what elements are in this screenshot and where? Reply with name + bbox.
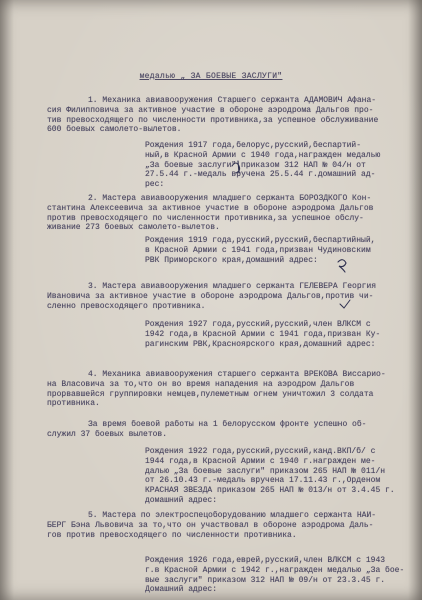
citation-line: противника. — [47, 399, 100, 409]
bio-line: 27.5.44 г.-медаль вручена 25.5.44 г.домашний ад- — [145, 170, 376, 180]
bio-line: Рождения 1917 года,белорус,русский,беспартий- — [145, 141, 362, 150]
entry-5-bio — [145, 556, 415, 595]
citation-line: 600 боевых самолето-вылетов. — [47, 125, 182, 135]
bio-line: домашний адрес: — [145, 495, 218, 505]
entry-3-bio — [145, 320, 415, 349]
bio-line: рес: — [145, 180, 165, 190]
citation-line: стантина Алексеевича за активное участие в обороне аэродрома Дальгов — [47, 203, 374, 213]
bio-line: Рождения 1922 года,русский,русский,канд.ВКП/б/ с — [145, 447, 376, 456]
bio-line: г.в Красной Армии с 1942 г.,награжден медалью „За бое- — [145, 565, 405, 575]
bio-line: КРАСНАЯ ЗВЕЗДА приказом 265 НАП № 013/н от 3.4.45 г. — [145, 486, 395, 496]
title-text: медалью „ ЗА БОЕВЫЕ ЗАСЛУГИ" — [139, 72, 283, 81]
entry-2-citation — [47, 194, 397, 233]
document-title — [0, 72, 422, 82]
bio-line: Рождения 1927 года,русский,русский,член ВЛКСМ с — [145, 320, 371, 329]
citation-line: прорвавшейся группировки немцев,пулеметным огнем уничтожил 3 солдата — [47, 389, 374, 399]
entry-3-citation — [47, 282, 397, 311]
bio-line: „За боевые заслуги" приказом 312 НАП № 04/н от — [145, 160, 366, 170]
citation-line: против превосходящего по численности противника,за успешное обслу- — [47, 213, 364, 223]
citation-line: тив превосходящего по численности противника,за успешное обслуживание — [47, 115, 379, 125]
citation-line: на Власовича за то,что он во время нападения на аэродром Дальгов — [47, 379, 355, 389]
bio-line: Рождения 1926 года,еврей,русский,член ВЛКСМ с 1943 — [145, 556, 386, 565]
bio-line: Рождения 1919 года,русский,русский,беспартийный, — [145, 236, 376, 245]
bio-line: Домашний адрес: — [145, 585, 218, 595]
citation-line: 5. Мастера по электроспецоборудованию младшего сержанта НАЙ- — [88, 511, 377, 520]
note-line: За время боевой работы на 1 белорусском фронте успешно об- — [88, 420, 367, 429]
entry-4-bio — [145, 447, 415, 506]
bio-line: 1942 года,в Красной Армии с 1941 года,призван Ку- — [145, 329, 381, 339]
entry-4-citation — [47, 370, 397, 409]
bio-line: РВК Приморского края,домашний адрес: — [145, 255, 318, 265]
citation-line: БЕРГ Бэна Львовича за то,что он участвовал в обороне аэродрома Даль- — [47, 520, 374, 530]
citation-line: сленно превосходящего противника. — [47, 301, 206, 311]
entry-1-citation — [47, 96, 397, 135]
entry-4-note — [47, 420, 397, 440]
bio-line: 1944 года,в Красной Армии с 1940 г.награжден ме- — [145, 456, 376, 466]
entry-5-citation — [47, 511, 397, 540]
bio-line: ный,в Красной Армии с 1940 года,награжден медалью — [145, 150, 381, 160]
bio-line: рагинским РВК,Красноярского края,домашний адрес: — [145, 339, 376, 349]
bio-line: вые заслуги" приказом 312 НАП № 09/н от 23.3.45 г. — [145, 575, 386, 585]
citation-line: гов против превосходящего по численности противника. — [47, 530, 297, 540]
bio-line: в Красной Армии с 1941 года,призван Чудиновским — [145, 245, 371, 255]
citation-line: 3. Мастера авиавооружения младшего сержанта ГЕЛЕВЕРА Георгия — [88, 282, 377, 291]
citation-line: 4. Механика авиавооружения старшего сержанта ВРЕКОВА Виссарио- — [88, 370, 386, 379]
citation-line: 2. Мастера авиавооружения младшего сержанта БОРОЗДКОГО Кон- — [88, 194, 372, 203]
citation-line: Ивановича за активное участие в обороне аэродрома Дальгов,против чи- — [47, 291, 374, 301]
citation-line: живание 273 боевых самолето-вылетов. — [47, 223, 220, 233]
citation-line: сия Филипповича за активное участие в обороне аэродрома Дальгов про- — [47, 105, 374, 115]
bio-line: далью „За боевые заслуги" приказом 265 НАП № 011/н — [145, 466, 386, 476]
citation-line: 1. Механика авиавооружения Старшего сержанта АДАМОВИЧ Афана- — [88, 96, 377, 105]
entry-2-bio — [145, 236, 415, 265]
note-line: служил 37 боевых вылетов. — [47, 429, 168, 439]
entry-1-bio — [145, 141, 415, 190]
bio-line: от 26.10.43 г.-медаль вручена 17.11.43 г.,Орденом — [145, 476, 381, 486]
